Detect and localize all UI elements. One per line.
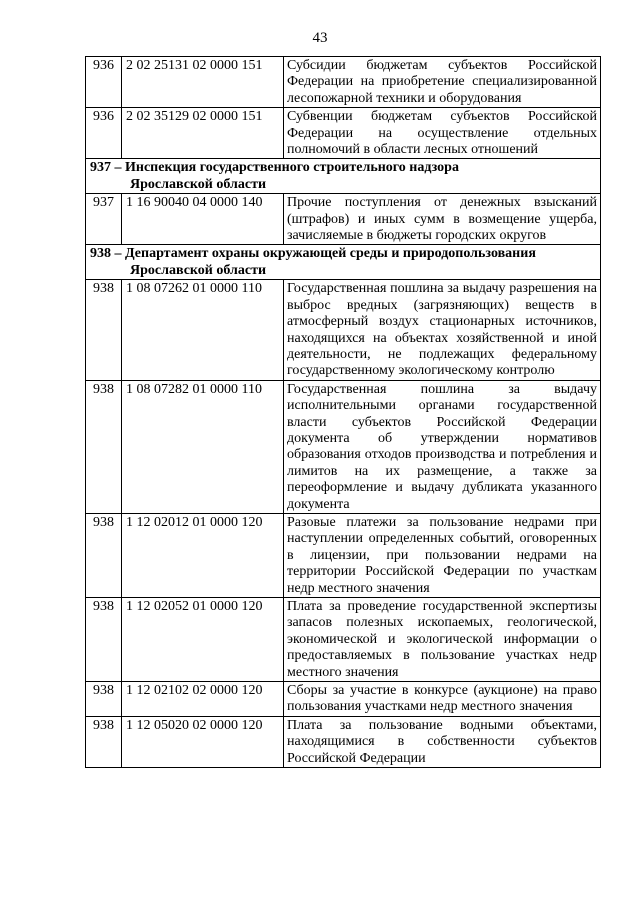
description-cell: Субсидии бюджетам субъектов Российской Федерации на приобретение специализированной лесопожарной техники и оборудования (284, 57, 601, 108)
table-row (86, 716, 601, 767)
table-row (86, 108, 601, 159)
description-cell: Плата за проведение государственной экспертизы запасов полезных ископаемых, геологической, экономической и экологической информации о предоставляемых в пользование участках недр местного значения (284, 598, 601, 682)
revenue-codes-table (85, 56, 601, 768)
admin-code-cell: 938 (86, 598, 122, 682)
kbk-code-cell: 1 12 02102 02 0000 120 (122, 682, 284, 717)
description-cell: Сборы за участие в конкурсе (аукционе) на право пользования участками недр местного значения (284, 682, 601, 717)
section-header-row (86, 159, 601, 194)
description-cell: Прочие поступления от денежных взысканий (штрафов) и иных сумм в возмещение ущерба, зачисляемые в бюджеты городских округов (284, 194, 601, 245)
admin-code-cell: 938 (86, 682, 122, 717)
kbk-code-cell: 1 08 07262 01 0000 110 (122, 280, 284, 380)
section-header-row (86, 245, 601, 280)
admin-code-cell: 937 (86, 194, 122, 245)
section-header-title: 938 – Департамент охраны окружающей среды и природопользования (90, 246, 536, 262)
page-number: 43 (312, 30, 328, 46)
table-row (86, 280, 601, 380)
description-cell: Государственная пошлина за выдачу исполнительными органами государственной власти субъектов Российской Федерации документа об утверждении нормативов образования отходов производства и потребления и лимитов на их размещение, а также за переоформление и выдачу дубликата указанного документа (284, 380, 601, 513)
description-cell: Субвенции бюджетам субъектов Российской Федерации на осуществление отдельных полномочий в области лесных отношений (284, 108, 601, 159)
kbk-code-cell: 1 12 02012 01 0000 120 (122, 513, 284, 597)
table-row (86, 682, 601, 717)
admin-code-cell: 938 (86, 380, 122, 513)
admin-code-cell: 938 (86, 716, 122, 767)
kbk-code-cell: 1 08 07282 01 0000 110 (122, 380, 284, 513)
kbk-code-cell: 1 12 05020 02 0000 120 (122, 716, 284, 767)
kbk-code-cell: 1 12 02052 01 0000 120 (122, 598, 284, 682)
section-header-cell (86, 245, 601, 280)
section-header-title: 937 – Инспекция государственного строительного надзора (90, 160, 459, 176)
admin-code-cell: 938 (86, 280, 122, 380)
section-header-title-cont: Ярославской области (130, 262, 267, 278)
table-row (86, 380, 601, 513)
section-header-cell (86, 159, 601, 194)
description-cell: Разовые платежи за пользование недрами при наступлении определенных событий, оговоренных в лицензии, при пользовании недрами на территории Российской Федерации по участкам недр местного значения (284, 513, 601, 597)
admin-code-cell: 936 (86, 108, 122, 159)
kbk-code-cell: 2 02 25131 02 0000 151 (122, 57, 284, 108)
table-row (86, 194, 601, 245)
admin-code-cell: 938 (86, 513, 122, 597)
kbk-code-cell: 1 16 90040 04 0000 140 (122, 194, 284, 245)
section-header-title-cont: Ярославской области (130, 176, 267, 192)
kbk-code-cell: 2 02 35129 02 0000 151 (122, 108, 284, 159)
table-row (86, 513, 601, 597)
admin-code-cell: 936 (86, 57, 122, 108)
description-cell: Государственная пошлина за выдачу разрешения на выброс вредных (загрязняющих) веществ в атмосферный воздух стационарных источников, находящихся на объектах хозяйственной и иной деятельности, не подлежащих федеральному государственному экологическому контролю (284, 280, 601, 380)
table-row (86, 57, 601, 108)
table-row (86, 598, 601, 682)
description-cell: Плата за пользование водными объектами, находящимися в собственности субъектов Российской Федерации (284, 716, 601, 767)
